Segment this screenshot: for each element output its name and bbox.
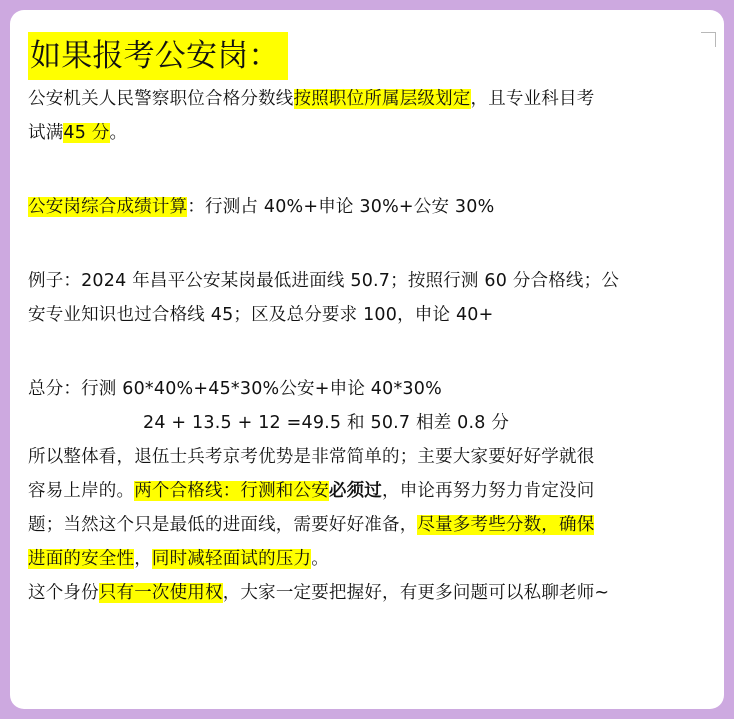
page-title: 如果报考公安岗： bbox=[28, 32, 288, 80]
para2-line bbox=[28, 190, 713, 224]
highlight-score: 45 分 bbox=[63, 123, 110, 143]
spacer bbox=[28, 150, 713, 190]
para4-line1 bbox=[28, 372, 713, 406]
highlight-one-time: 只有一次使用权 bbox=[98, 583, 223, 603]
formula-text: ：行测占 40%+申论 30%+公安 30% bbox=[187, 197, 495, 217]
example-text: 例子：2024 年昌平公安某岗最低进面线 50.7；按照行测 60 分合格线；公 bbox=[28, 271, 620, 291]
comma: ， bbox=[134, 549, 152, 569]
para3-line2 bbox=[28, 298, 713, 332]
highlight-level: 按照职位所属层级划定 bbox=[293, 89, 471, 109]
para4-line2 bbox=[28, 406, 713, 440]
para1-text2: 试满 bbox=[28, 123, 64, 143]
para1-period: 。 bbox=[109, 123, 128, 143]
must-pass-bold: 必须过 bbox=[328, 481, 383, 501]
summary-text: 所以整体看，退伍士兵考京考优势是非常简单的；主要大家要好好学就很 bbox=[28, 447, 595, 467]
document-frame bbox=[10, 10, 724, 709]
para5-line5 bbox=[28, 576, 713, 610]
summary-text3: 题；当然这个只是最低的进面线，需要好好准备， bbox=[28, 515, 418, 535]
highlight-formula-title: 公安岗综合成绩计算 bbox=[28, 197, 188, 217]
total-result: 24 + 13.5 + 12 =49.5 和 50.7 相差 0.8 分 bbox=[143, 413, 510, 433]
para1-text-cont: ，且专业科目考 bbox=[470, 89, 595, 109]
highlight-interview-pressure: 同时减轻面试的压力 bbox=[151, 549, 312, 569]
spacer bbox=[28, 224, 713, 264]
para3-line1 bbox=[28, 264, 713, 298]
example-text-cont: 安专业知识也过合格线 45；区及总分要求 100，申论 40+ bbox=[28, 305, 494, 325]
highlight-safety: 进面的安全性 bbox=[28, 549, 135, 569]
para1-text: 公安机关人民警察职位合格分数线 bbox=[28, 89, 294, 109]
summary-text5: 这个身份 bbox=[28, 583, 99, 603]
summary-text2: 容易上岸的。 bbox=[28, 481, 135, 501]
para5-line4 bbox=[28, 542, 713, 576]
para5-line3 bbox=[28, 508, 713, 542]
para5-line2 bbox=[28, 474, 713, 508]
summary-text2-cont: ，申论再努力努力肯定没问 bbox=[382, 481, 595, 501]
total-formula: 总分：行测 60*40%+45*30%公安+申论 40*30% bbox=[28, 379, 442, 399]
para1-line2 bbox=[28, 116, 713, 150]
para5-line1 bbox=[28, 440, 713, 474]
highlight-more-points: 尽量多考些分数，确保 bbox=[417, 515, 595, 535]
para1-line1 bbox=[28, 82, 713, 116]
heading-wrapper bbox=[28, 32, 713, 82]
highlight-two-lines: 两个合格线：行测和公安 bbox=[134, 481, 329, 501]
period: 。 bbox=[311, 549, 329, 569]
spacer bbox=[28, 332, 713, 372]
summary-text5-cont: ，大家一定要把握好，有更多问题可以私聊老师~ bbox=[222, 583, 610, 603]
document-body bbox=[28, 32, 713, 610]
